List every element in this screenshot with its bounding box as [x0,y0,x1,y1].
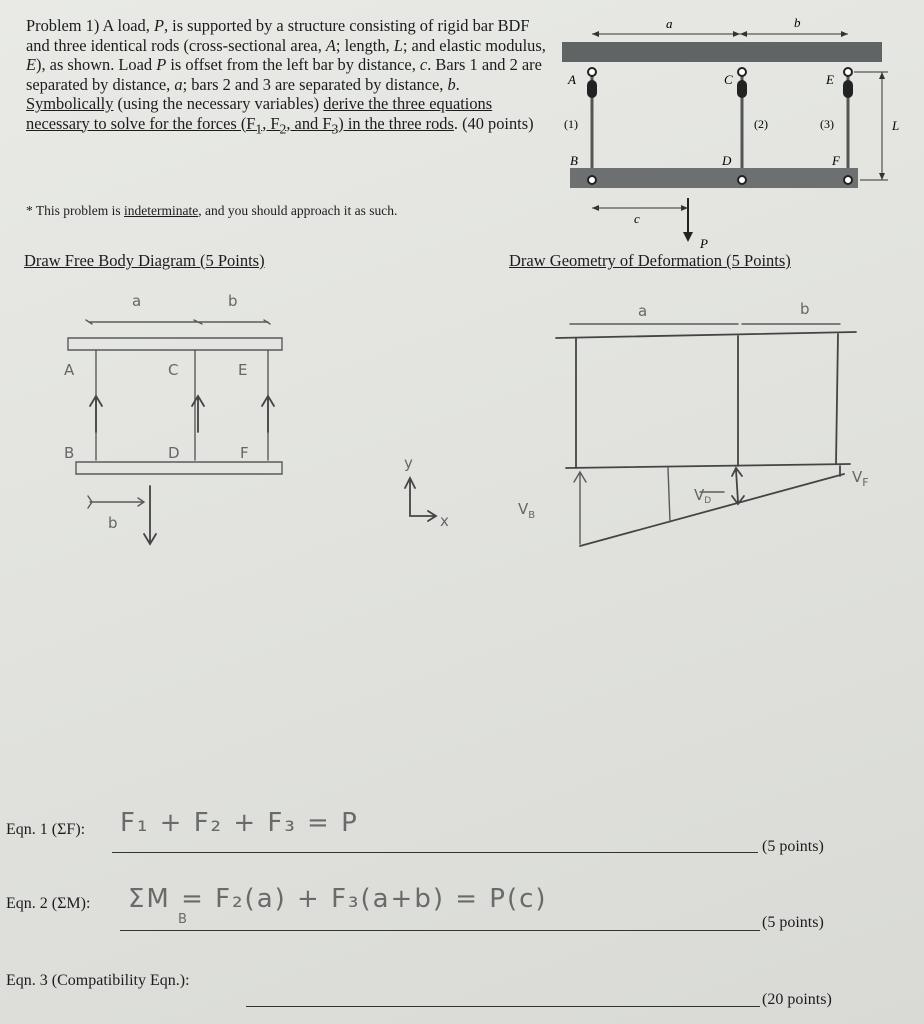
rod-2-label: (2) [754,117,768,131]
structure-figure [548,8,918,253]
fbd-c-point: C [168,361,179,379]
eqn-3-points: (20 points) [762,991,832,1008]
dim-a-label: a [666,16,673,31]
fbd-d-point: D [168,444,180,462]
length-l-label: L [892,118,900,133]
rod-3-label: (3) [820,117,834,131]
axis-y-label: y [404,454,413,472]
vb-label: $V_B$ [518,500,536,521]
point-d-label: D [722,153,732,168]
fbd-a-label: a [132,292,142,310]
eqn-2-points: (5 points) [762,914,824,931]
eqn-2-label: Eqn. 2 (ΣM): [6,895,91,912]
rod-2 [737,68,747,180]
point-a-label: A [568,72,576,87]
dim-b-label: b [794,15,801,30]
vd-label: $V_D$ [694,486,712,506]
eqn-2-line [120,930,760,931]
fbd-heading: Draw Free Body Diagram (5 Points) [24,251,265,270]
god-sketch [510,296,910,566]
rod-1 [587,68,597,180]
axis-x-label: x [440,512,449,530]
god-b-label: b [800,300,810,318]
god-heading: Draw Geometry of Deformation (5 Points) [509,251,791,270]
fbd-e-point: E [238,361,248,379]
fbd-b-label: b [228,292,238,310]
eqn-1-points: (5 points) [762,838,824,855]
eqn-1-label: Eqn. 1 (ΣF): [6,821,86,838]
eqn-2-answer-subscript: B [178,912,189,927]
point-e-label: E [826,72,834,87]
vf-label: $V_F$ [852,468,869,489]
fbd-a-point: A [64,361,75,379]
point-b-label: B [570,153,578,168]
rigid-bar-bdf [570,168,858,188]
fbd-sketch [50,280,480,560]
top-support [562,42,882,62]
point-c-label: C [724,72,733,87]
god-a-label: a [638,302,648,320]
load-p-label: P [700,236,708,251]
fbd-b-point: B [64,444,75,462]
eqn-3-label: Eqn. 3 (Compatibility Eqn.): [6,972,190,989]
indeterminate-note: * This problem is indeterminate, and you should approach it as such. [26,203,398,218]
point-f-label: F [832,153,840,168]
eqn-1-line [112,852,758,853]
eqn-1-answer: F₁ + F₂ + F₃ = P [120,808,359,838]
eqn-3-line [246,1006,760,1007]
eqn-2-answer: ΣM = F₂(a) + F₃(a+b) = P(c) [128,884,548,914]
fbd-f-point: F [240,444,249,462]
dim-c-label: c [634,211,640,226]
problem-statement: Problem 1) A load, P, is supported by a structure consisting of rigid bar BDF and three identical rods (cross-sectional area, A; length, L; and elastic modulus, E), as shown. Load P is offset from the left bar by distance, c. Bars 1 and 2 are separated by distance, a; bars 2 and 3 are separated by distance, b. Symbolically (using the necessary variables) derive the three equations necessary to solve for the forces ($F_1$, $F_2$, and $F_3$) in the three rods. (40 points) [26,16,546,136]
rod-1-label: (1) [564,117,578,131]
fbd-b-offset: b [108,514,118,532]
rod-3 [843,68,853,180]
